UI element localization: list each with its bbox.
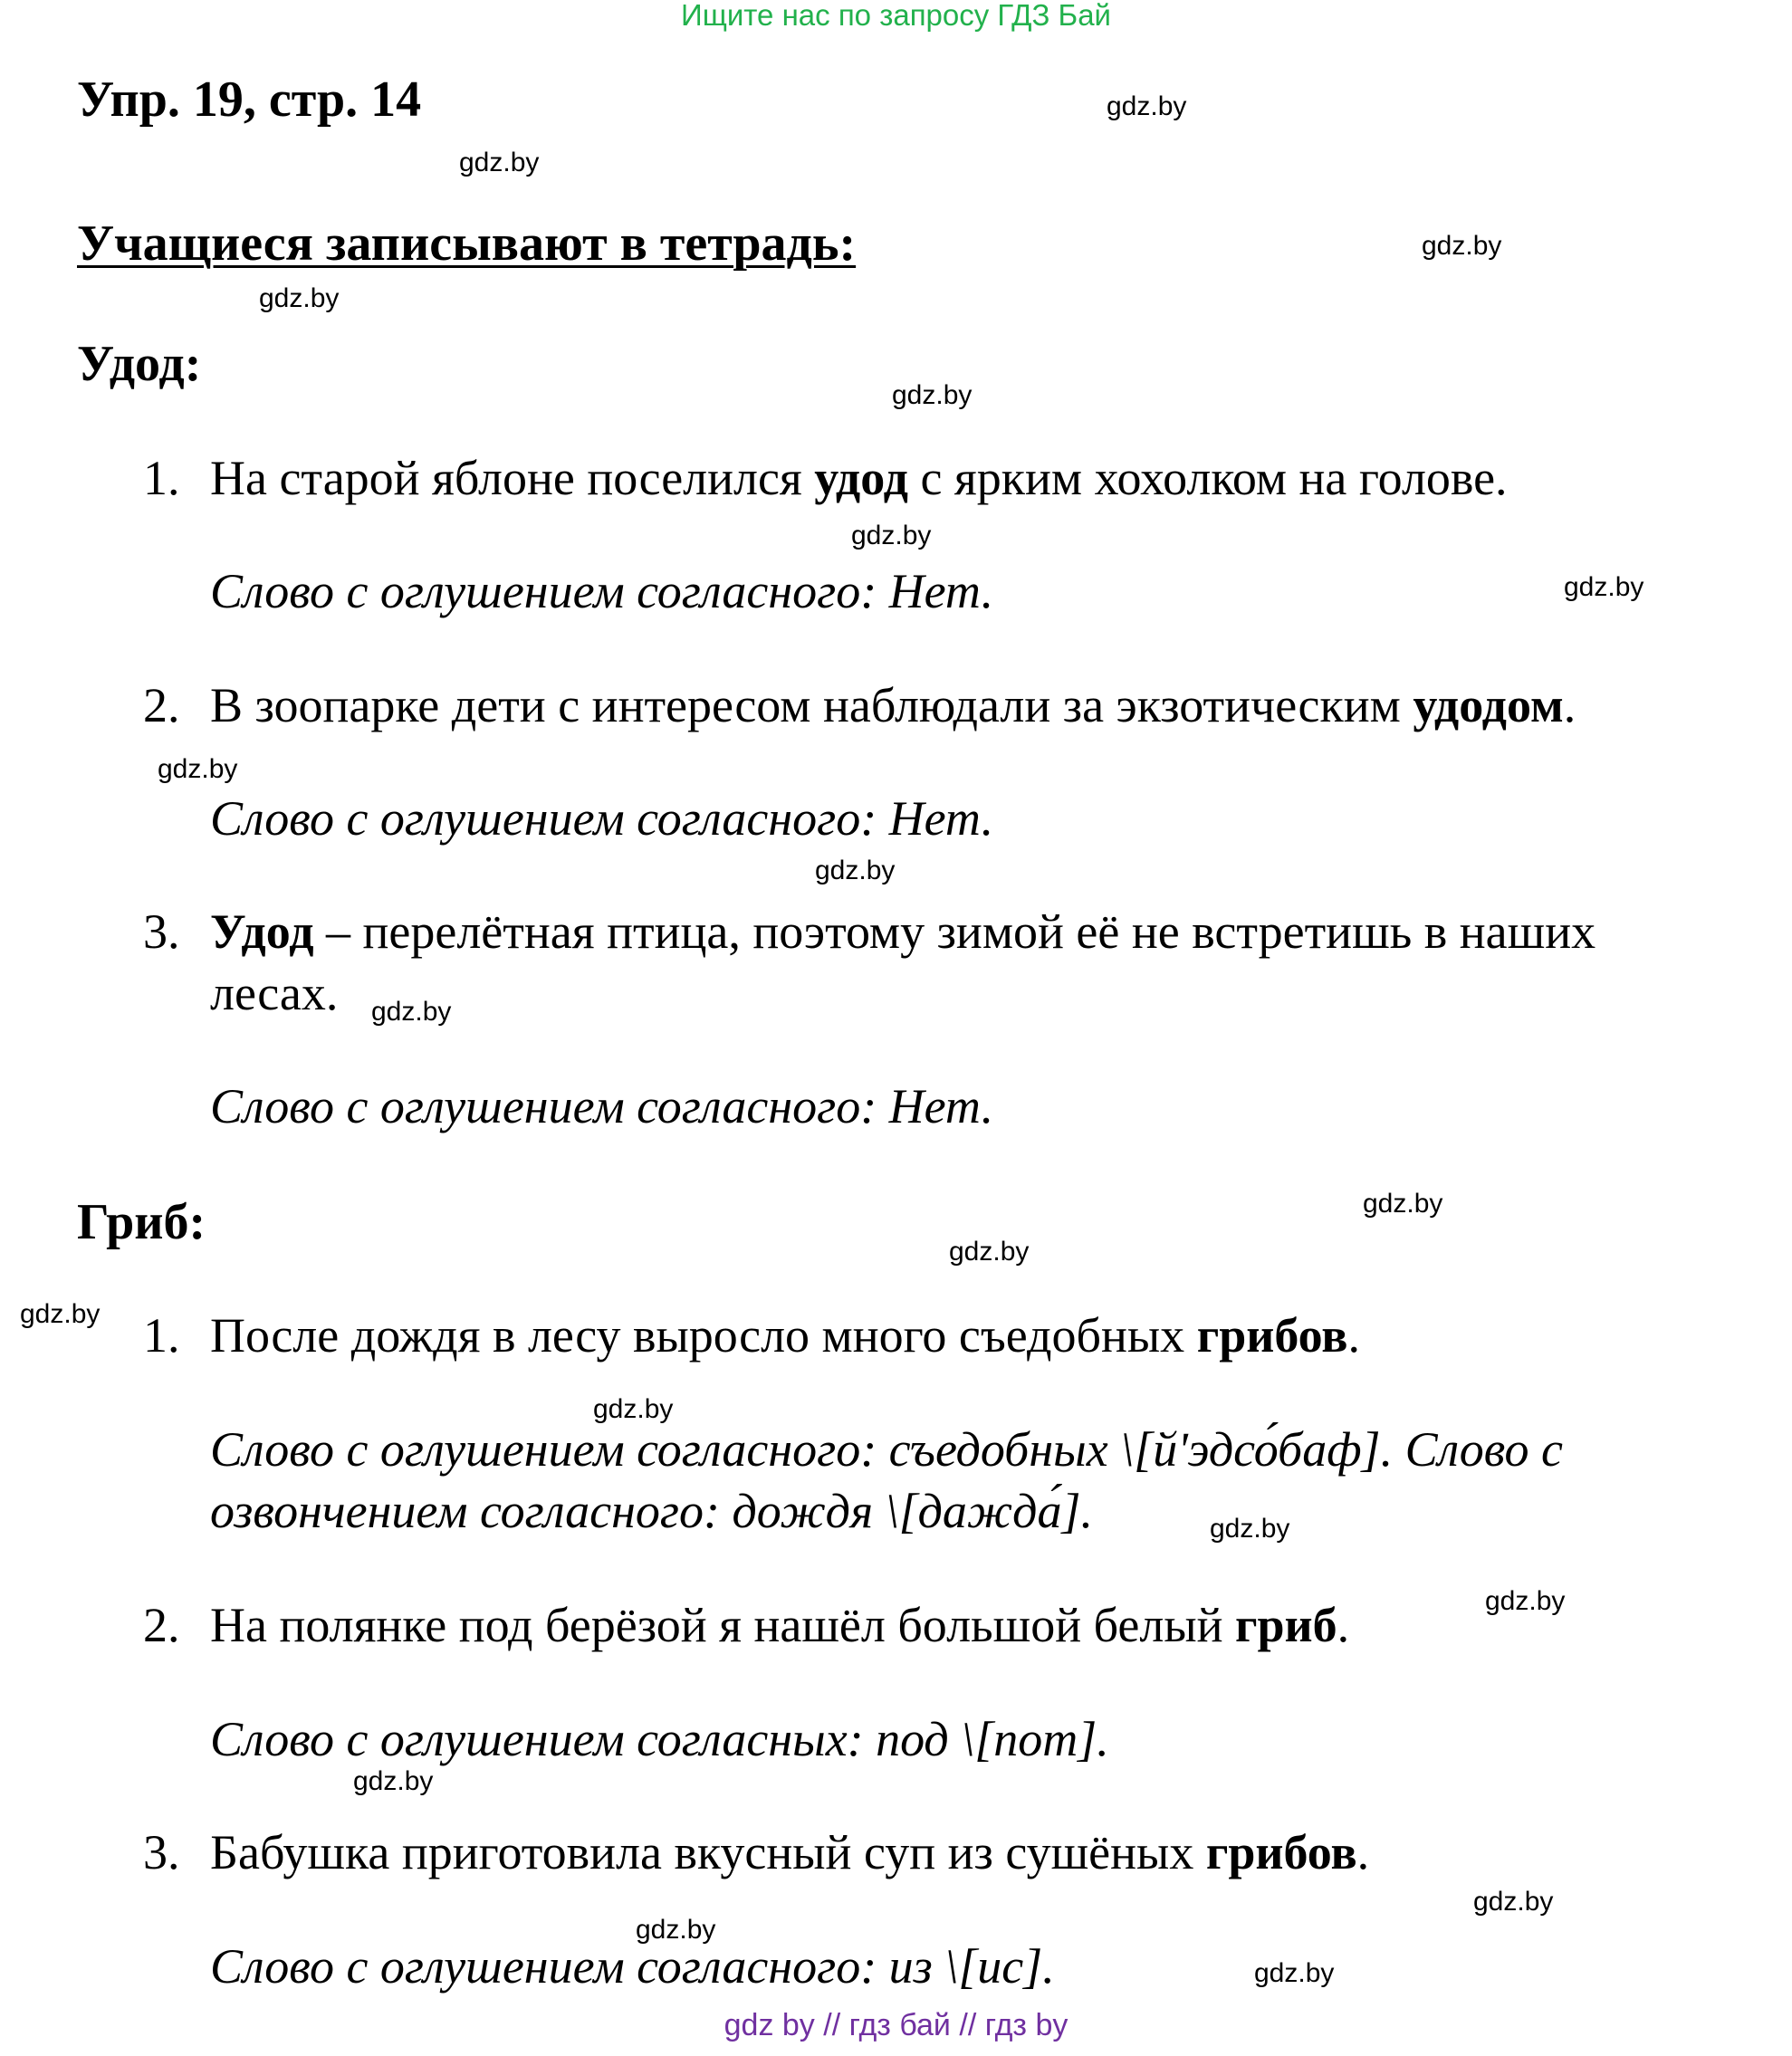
watermark: gdz.by — [259, 283, 340, 313]
list-number: 3. — [143, 1825, 180, 1879]
sentence: На полянке под берёзой я нашёл большой белый гриб. — [210, 1598, 1350, 1652]
sentence: Бабушка приготовила вкусный суп из сушёных грибов. — [210, 1825, 1370, 1879]
watermark: gdz.by — [158, 754, 238, 784]
watermark: gdz.by — [20, 1299, 101, 1329]
highlighted-word: удодом — [1413, 678, 1564, 732]
highlighted-word: грибов — [1196, 1308, 1348, 1363]
highlighted-word: гриб — [1235, 1598, 1337, 1652]
highlighted-word: грибов — [1205, 1825, 1357, 1879]
highlighted-word: Удод — [210, 904, 314, 959]
footer-links: gdz by // гдз бай // гдз by — [724, 2008, 1068, 2042]
note: Слово с оглушением согласного: съедобных \[й'эдсо́баф]. Слово с — [210, 1422, 1563, 1477]
note: Слово с оглушением согласного: Нет. — [210, 1079, 994, 1133]
watermark: gdz.by — [1107, 91, 1187, 121]
sentence: На старой яблоне поселился удод с ярким хохолком на голове. — [210, 451, 1508, 505]
section-heading-udod: Удод: — [77, 336, 202, 392]
watermark: gdz.by — [1210, 1514, 1290, 1544]
list-number: 2. — [143, 678, 180, 732]
sentence: В зоопарке дети с интересом наблюдали за экзотическим удодом. — [210, 678, 1576, 732]
subtitle: Учащиеся записывают в тетрадь: — [77, 215, 857, 272]
note-continuation: озвончением согласного: дождя \[дажда́]. — [210, 1484, 1093, 1538]
watermark: gdz.by — [1564, 572, 1644, 602]
watermark: gdz.by — [1473, 1887, 1554, 1917]
watermark: gdz.by — [1485, 1586, 1566, 1616]
sentence-continuation: лесах. — [210, 966, 339, 1020]
note: Слово с оглушением согласного: Нет. — [210, 791, 994, 846]
list-number: 1. — [143, 451, 180, 505]
watermark: gdz.by — [892, 380, 973, 410]
list-number: 1. — [143, 1308, 180, 1363]
note: Слово с оглушением согласных: под \[пот]. — [210, 1712, 1109, 1766]
exercise-title: Упр. 19, стр. 14 — [77, 72, 422, 128]
watermark: gdz.by — [371, 997, 452, 1027]
section-heading-grib: Гриб: — [77, 1194, 206, 1250]
watermark: gdz.by — [815, 856, 896, 885]
sentence: После дождя в лесу выросло много съедобных грибов. — [210, 1308, 1360, 1363]
watermark: gdz.by — [636, 1915, 716, 1945]
list-number: 2. — [143, 1598, 180, 1652]
watermark: gdz.by — [851, 521, 932, 550]
note: Слово с оглушением согласного: из \[ис]. — [210, 1939, 1055, 1994]
watermark: gdz.by — [1254, 1958, 1335, 1988]
highlighted-word: удод — [814, 451, 908, 505]
watermark: gdz.by — [1422, 231, 1502, 261]
watermark: gdz.by — [1363, 1189, 1443, 1219]
top-banner: Ищите нас по запросу ГДЗ Бай — [681, 0, 1111, 32]
note: Слово с оглушением согласного: Нет. — [210, 564, 994, 618]
list-number: 3. — [143, 904, 180, 959]
sentence: Удод – перелётная птица, поэтому зимой её не встретишь в наших — [210, 904, 1596, 959]
watermark: gdz.by — [949, 1237, 1030, 1267]
watermark: gdz.by — [593, 1394, 674, 1424]
watermark: gdz.by — [459, 148, 540, 177]
watermark: gdz.by — [353, 1766, 434, 1796]
